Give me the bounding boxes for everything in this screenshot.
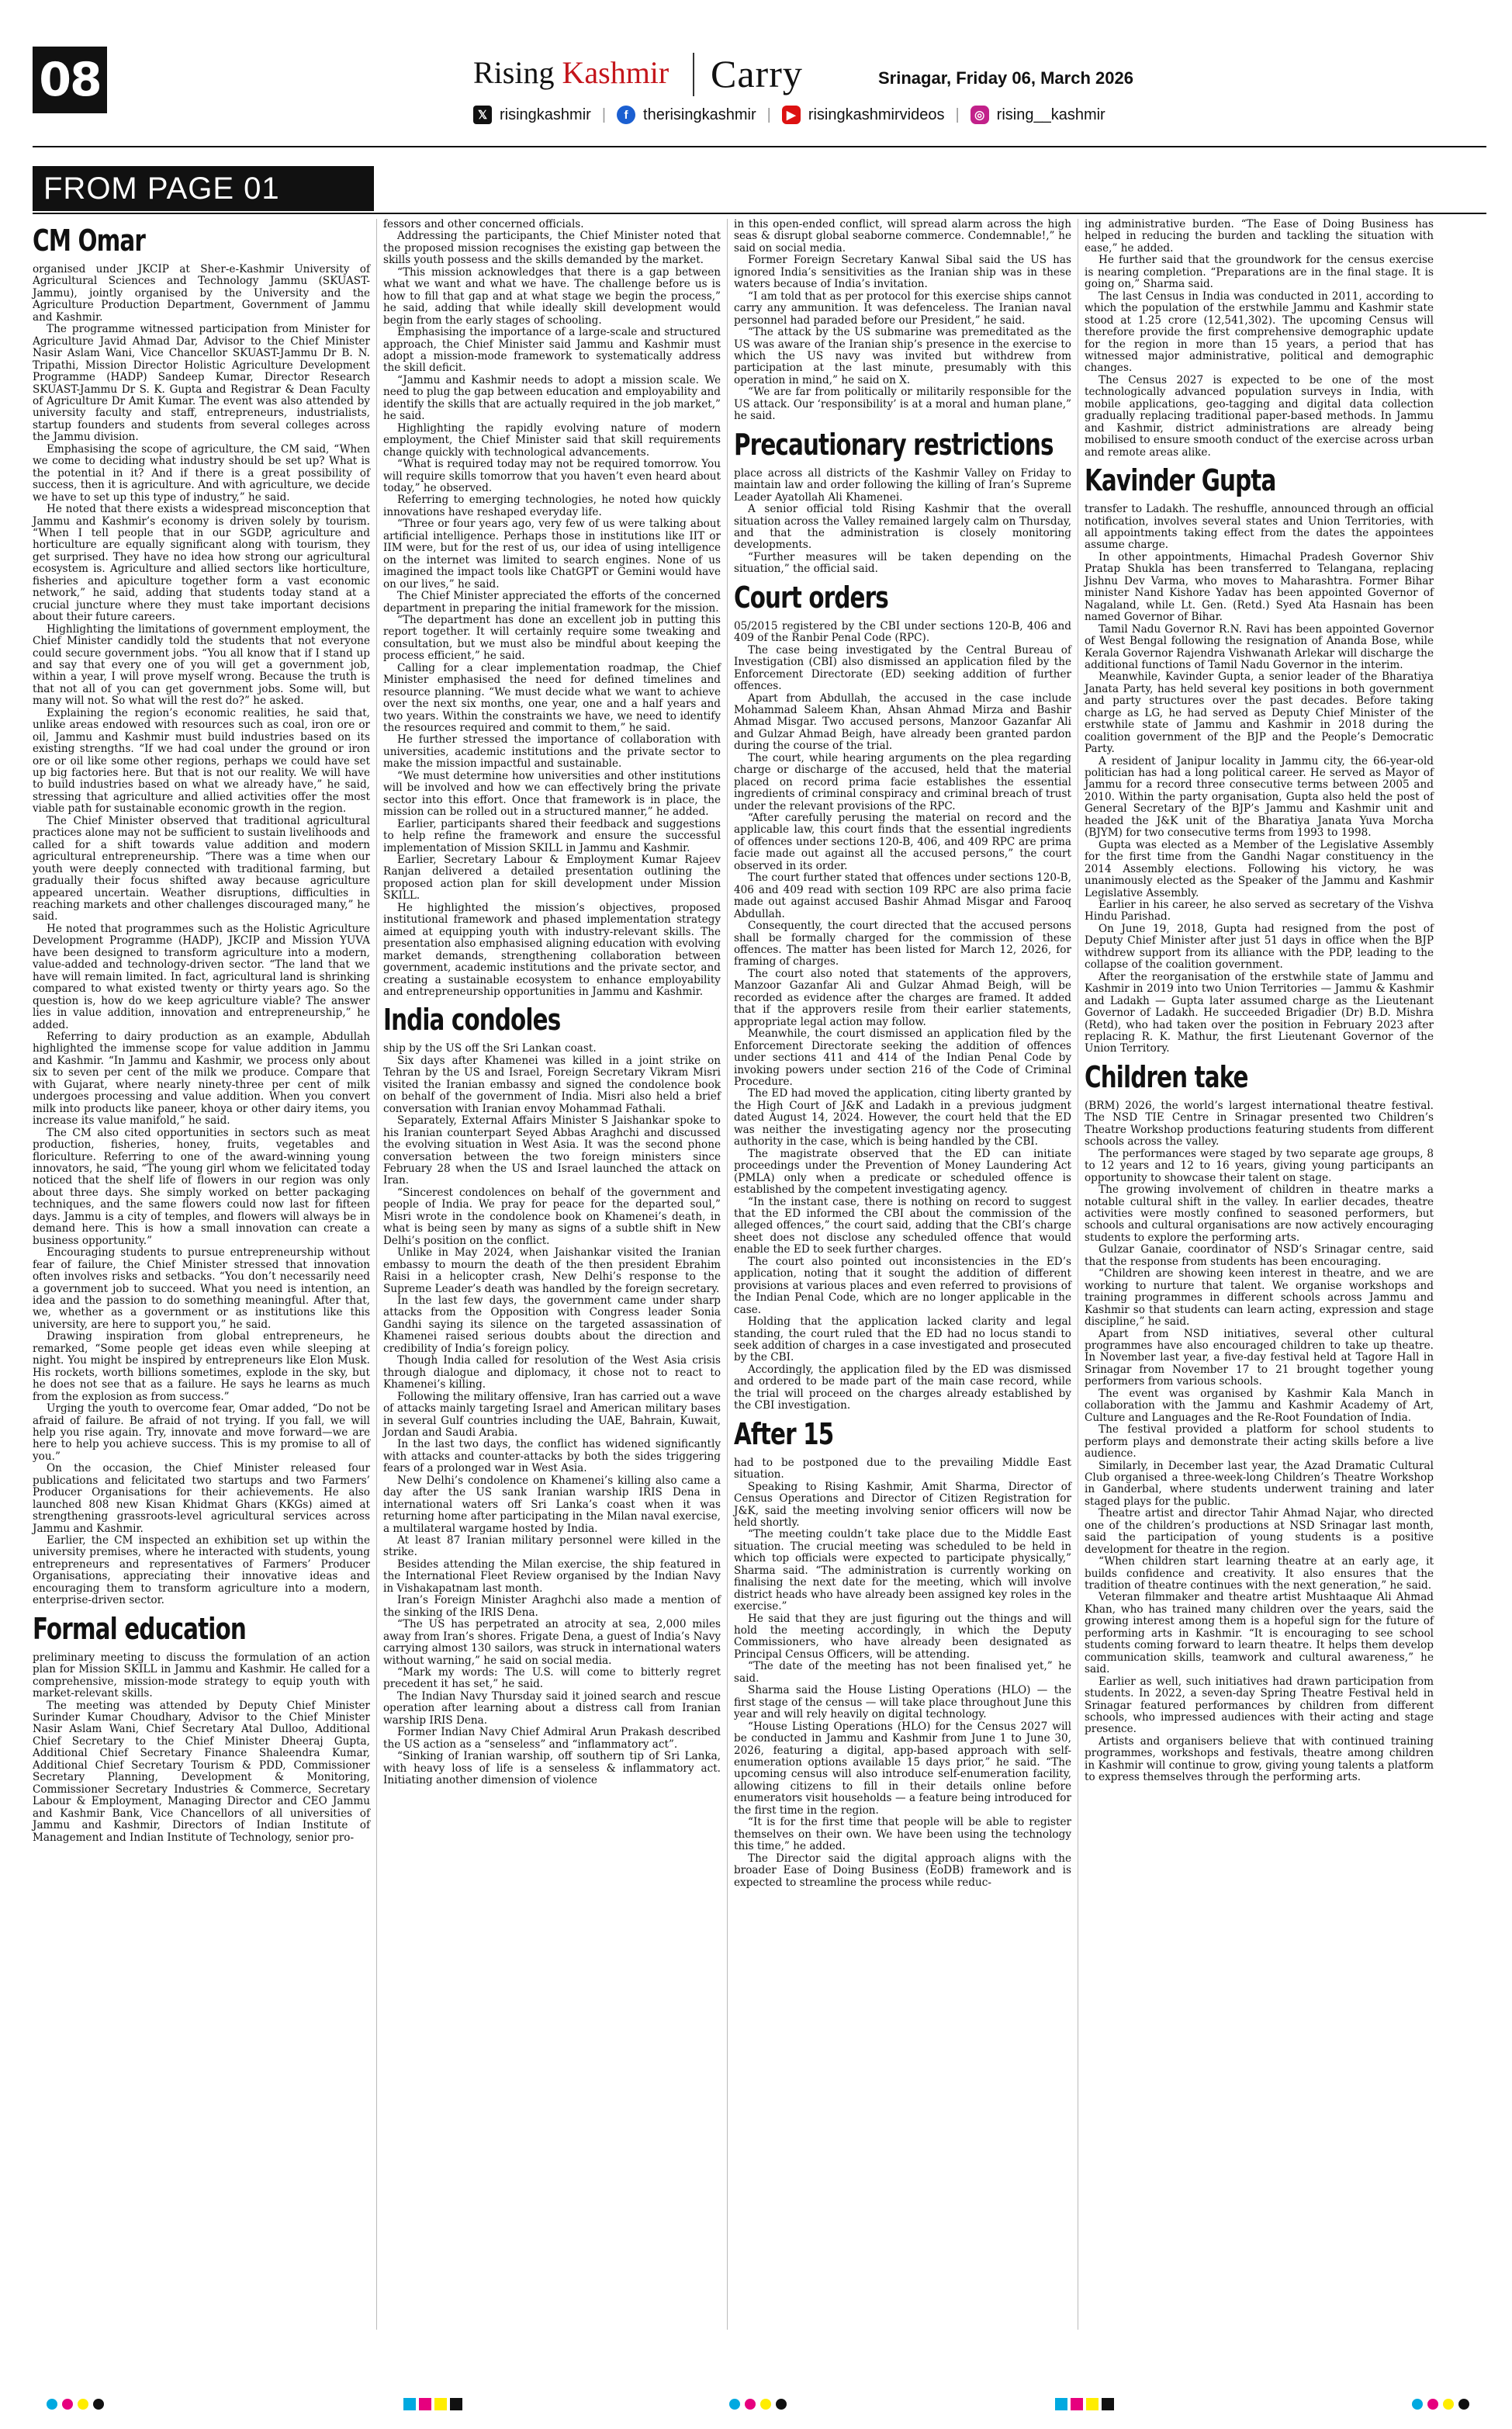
article-paragraph: “It is for the first time that people will be able to register themselves on their own. We have been using the technology this time,” he added. [734,1816,1071,1853]
registration-dot [760,2399,771,2410]
registration-dot [93,2399,104,2410]
article-paragraph: “The meeting couldn’t take place due to the Middle East situation. The crucial meeting was scheduled to be held in which top officials were expected to participate physically,” Sharma said. “The administration is currently working on finalising the next date for the meeting, which will involve district heads who have already been assigned key roles in the exercise.” [734,1528,1071,1613]
article-paragraph: Consequently, the court directed that the accused persons shall be formally charged for the commission of these offences. The matter has been listed for March 12, 2026, for framing of charges. [734,920,1071,968]
color-swatch [1055,2398,1067,2410]
article-paragraph: The last Census in India was conducted in 2011, according to which the population of the erstwhile Jammu and Kashmir state stood at 1.25 crore (12,541,302). The upcoming Census will therefore provide the first comprehensive demographic update for the region in more than 15 years, a period that has witnessed major administrative, political and demographic changes. [1085,289,1434,375]
article-paragraph: Separately, External Affairs Minister S Jaishankar spoke to his Iranian counterpart Seyed Abbas Araghchi and discussed the evolving situation in West Asia. It was the second phone conversation between the two foreign ministers since February 28 when the US and Israel launched the attack on Iran. [383,1114,721,1187]
article-headline: Kavinder Gupta [1085,463,1276,498]
article-paragraph: The growing involvement of children in theatre marks a notable cultural shift in the valley. In earlier decades, theatre activities were mostly confined to seasoned performers, but schools and cultural organisations are now actively encouraging students to explore the performing arts. [1085,1183,1434,1244]
social-handle-instagram[interactable]: rising__kashmir [996,106,1105,123]
header-rule [33,146,1486,147]
social-handles [473,106,1105,124]
registration-dot [776,2399,787,2410]
article-paragraph: The meeting was attended by Deputy Chief Minister Surinder Kumar Choudhary, Advisor to the Chief Minister Nasir Aslam Wani, Chief Secretary Atal Dulloo, Additional Chief Secretary to the Chief Minister Dheeraj Gupta, Additional Chief Secretary Finance Shaleendra Kumar, Additional Chief Secretary Tourism & PDD, Commissioner Secretary Planning, Development & Monitoring, Commissioner Secretary Industries & Commerce, Secretary Labour & Employment, Managing Director and CEO Jammu and Kashmir Bank, Vice Chancellors of all universities of Jammu and Kashmir, Directors of Indian Institute of Management and Indian Institute of Technology, senior pro- [33,1699,370,1844]
page-number: 08 [33,47,107,113]
article-paragraph: He further stressed the importance of collaboration with universities, academic institutions and the private sector to make the mission impactful and sustainable. [383,733,721,771]
article-paragraph: “We are far from politically or militarily responsible for the US attack. Our ‘responsibility’ is at a moral and human plane,” he said. [734,386,1071,423]
article-paragraph: place across all districts of the Kashmir Valley on Friday to maintain law and order following the killing of Iran’s Supreme Leader Ayatollah Ali Khamenei. [734,466,1071,504]
article-paragraph: At least 87 Iranian military personnel were killed in the strike. [383,1534,721,1559]
article-paragraph: The ED had moved the application, citing liberty granted by the High Court of J&K and Ladakh in a previous judgment dated August 14, 2024. However, the court held that the ED was neither the investigating agency nor the prosecuting authority in the case, which is being handled by the CBI. [734,1087,1071,1149]
article-paragraph: Apart from NSD initiatives, several other cultural programmes have also encouraged children to take up theatre. In November last year, a five-day festival held at Tagore Hall in Srinagar from November 17 to 21 brought together young performers from various schools. [1085,1327,1434,1388]
article-paragraph: Earlier in his career, he also served as secretary of the Vishva Hindu Parishad. [1085,899,1434,923]
article-headline: After 15 [734,1416,834,1451]
article-paragraph: “The US has perpetrated an atrocity at sea, 2,000 miles away from Iran’s shores. Frigate Dena, a guest of India’s Navy carrying almost 130 sailors, was struck in international waters without warning,” he said on social media. [383,1618,721,1667]
article-headline: Precautionary restrictions [734,427,1054,462]
article-paragraph: The case being investigated by the Central Bureau of Investigation (CBI) also dismissed an application filed by the Enforcement Directorate (ED) seeking addition of further offences. [734,643,1071,693]
article-paragraph: Gupta was elected as a Member of the Legislative Assembly for the first time from the Gandhi Nagar constituency in the 2014 Assembly elections. Following his victory, he was unanimously elected as the Speaker of the Jammu and Kashmir Legislative Assembly. [1085,838,1434,899]
color-swatch [434,2398,447,2410]
article-paragraph: ing administrative burden. “The Ease of Doing Business has helped in reducing the burden and tackling the situation with ease,” he added. [1085,218,1434,255]
article-paragraph: He noted that programmes such as the Holistic Agriculture Development Programme (HADP), JKCIP and Mission YUVA have been designed to transform agriculture into a modern, value-added and technology-driven sector. “The land that we have will remain limited. In fact, agricultural land is shrinking compared to what existed twenty or thirty years ago. So the question is, how do we keep agriculture viable? The answer lies in value addition, innovation and entrepreneurship,” he added. [33,922,370,1031]
article-paragraph: He further said that the groundwork for the census exercise is nearing completion. “Preparations are in the final stage. It is going on,” Sharma said. [1085,254,1434,291]
article-paragraph: Drawing inspiration from global entrepreneurs, he remarked, “Some people get ideas even while sleeping at night. You might be inspired by entrepreneurs like Elon Musk. His rockets, worth billions sometimes, explode in the sky, but he does not see that as a failure. He says he learns as much from the explosion as from success.” [33,1330,370,1403]
article-headline: CM Omar [33,223,146,258]
article-paragraph: “Sincerest condolences on behalf of the government and people of India. We pray for peace for the departed soul,” Misri wrote in the condolence book on Khamenei’s death, in what is being seen by many as signs of a subtle shift in New Delhi’s position on the conflict. [383,1186,721,1247]
article-paragraph: He noted that there exists a widespread misconception that Jammu and Kashmir’s economy is driven solely by tourism. “When I tell people that in our SGDP, agriculture and horticulture are equally significant along with tourism, they get surprised. They have no idea how strong our agricultural ecosystem is. Agriculture and allied sectors like horticulture, fisheries and apiculture together form a vast economic network,” he said, adding that students today stand at a crucial juncture where they must take important decisions about their future careers. [33,503,370,624]
article-paragraph: He highlighted the mission’s objectives, proposed institutional framework and phased implementation strategy aimed at equipping youth with industry-relevant skills. The presentation also emphasised aligning education with evolving market demands, strengthening collaboration between government, academic institutions and the private sector, and creating a sustainable ecosystem to enhance employability and entrepreneurship opportunities in Jammu and Kashmir. [383,901,721,998]
article-paragraph: “I am told that as per protocol for this exercise ships cannot carry any ammunition. It was defenceless. The Iranian naval personnel had paraded before our President,” he said. [734,289,1071,327]
article-paragraph: The performances were staged by two separate age groups, 8 to 12 years and 12 to 16 years, giving young participants an opportunity to showcase their talent on stage. [1085,1147,1434,1184]
header-divider [693,53,694,96]
article-paragraph: The programme witnessed participation from Minister for Agriculture Javid Ahmad Dar, Advisor to the Chief Minister Nasir Aslam Wani, Vice Chancellor SKUAST-Jammu Dr B. N. Tripathi, Mission Director Holistic Agriculture Development Programme (HADP) Sandeep Kumar, Director Research SKUAST-Jammu Dr S. K. Gupta and Registrar & Dean Faculty of Agriculture Dr Amit Kumar. The event was also attended by university faculty and staff, entrepreneurs, industrialists, startup founders and students from several colleges across the Jammu division. [33,323,370,444]
registration-dot [1427,2399,1438,2410]
article-paragraph: The court also noted that statements of the approvers, Manzoor Gazanfar Ali and Gulzar Ahmad Beigh, will be recorded as evidence after the charges are framed. It added that if the approvers resile from their earlier statements, appropriate legal action may follow. [734,967,1071,1028]
social-handle-youtube[interactable]: risingkashmirvideos [808,106,945,123]
article-headline: Formal education [33,1611,246,1646]
article-paragraph: A resident of Janipur locality in Jammu city, the 66-year-old politician has had a long political career. He served as Mayor of Jammu for a record three consecutive terms between 2005 and 2010. Within the party organisation, Gupta also held the post of General Secretary of the BJP’s Jammu and Kashmir unit and headed the J&K unit of the Bharatiya Janata Yuva Morcha (BJYM) for two consecutive terms from 1993 to 1998. [1085,754,1434,840]
x-icon: 𝕏 [473,106,492,124]
article-headline: Children take [1085,1059,1248,1094]
article-paragraph: Artists and organisers believe that with continued training programmes, workshops and festivals, theatre among children in Kashmir will continue to grow, giving young talents a platform to express themselves through the performing arts. [1085,1734,1434,1784]
article-paragraph: Six days after Khamenei was killed in a joint strike on Tehran by the US and Israel, Foreign Secretary Vikram Misri visited the Iranian embassy and signed the condolence book on behalf of the government of India. Misri also held a brief conversation with Iranian envoy Mohammad Fathali. [383,1054,721,1115]
color-swatch [450,2398,462,2410]
article-paragraph: The event was organised by Kashmir Kala Manch in collaboration with the Jammu and Kashmir Academy of Art, Culture and Languages and the Re-Root Foundation of India. [1085,1387,1434,1424]
section-banner: FROM PAGE 01 [33,166,374,211]
article-paragraph: Emphasising the importance of a large-scale and structured approach, the Chief Minister said Jammu and Kashmir must adopt a mission-mode framework to systematically address the skill deficit. [383,326,721,375]
article-paragraph: Emphasising the scope of agriculture, the CM said, “When we come to deciding what industry should be set up? What is the potential in it? And if there is a great possibility of success, then it is agriculture. And with agriculture, we decide we have to set up this type of industry,” he said. [33,442,370,504]
article-paragraph: Referring to emerging technologies, he noted how quickly innovations have reshaped everyday life. [383,494,721,518]
article-paragraph: The CM also cited opportunities in sectors such as meat production, fisheries, honey, fruits, vegetables and floriculture. Referring to one of the award-winning young innovators, he said, “The young girl whom we felicitated today noticed that the shelf life of flowers in our region was only about three days. She simply worked on better packaging techniques, and the same flowers could now last for fifteen days. Jammu is a city of temples, and flowers will always be in demand here. This is how a small innovation can create a business opportunity.” [33,1126,370,1247]
article-paragraph: Iran’s Foreign Minister Araghchi also made a mention of the sinking of the IRIS Dena. [383,1594,721,1619]
article-paragraph: Besides attending the Milan exercise, the ship featured in the International Fleet Review organised by the Indian Navy in Vishakapatnam last month. [383,1558,721,1595]
article-paragraph: in this open-ended conflict, will spread alarm across the high seas & disrupt global seaborne commerce. Condemnable!,” he said on social media. [734,218,1071,255]
registration-dot [1458,2399,1469,2410]
youtube-icon: ▶ [782,106,801,124]
article-paragraph: The Director said the digital approach aligns with the broader Ease of Doing Business (EoDB) framework and is expected to streamline the process while reduc- [734,1852,1071,1889]
article-paragraph: Highlighting the rapidly evolving nature of modern employment, the Chief Minister said that skill requirements change quickly with technological advancements. [383,421,721,459]
article-paragraph: “This mission acknowledges that there is a gap between what we want and what we have. The challenge before us is how to fill that gap and at what stage we begin the process,” he said, adding that while ideally skill development would begin from the early stages of schooling. [383,265,721,327]
article-paragraph: Veteran filmmaker and theatre artist Mushtaaque Ali Ahmad Khan, who has trained many children over the years, said the growing interest among them is a hopeful sign for the future of performing arts in Kashmir. “It is encouraging to see school students coming forward to learn theatre. It helps them develop communication skills, teamwork and cultural awareness,” he said. [1085,1591,1434,1676]
article-paragraph: transfer to Ladakh. The reshuffle, announced through an official notification, involves several states and Union Territories, with all appointments taking effect from the dates the appointees assume charge. [1085,503,1434,552]
article-paragraph: The Census 2027 is expected to be one of the most technologically advanced population surveys in India, with mobile applications, geo-tagging and digital data collection gradually replacing traditional paper-based methods. In Jammu and Kashmir, district administrations are already being mobilised to ensure smooth conduct of the exercise across urban and remote areas alike. [1085,373,1434,459]
article-paragraph: The festival provided a platform for school students to perform plays and demonstrate their acting skills before a live audience. [1085,1423,1434,1461]
article-paragraph: ship by the US off the Sri Lankan coast. [383,1042,597,1055]
article-paragraph: On June 19, 2018, Gupta had resigned from the post of Deputy Chief Minister after just 51 days in office when the BJP withdrew support from its alliance with the PDP, leading to the collapse of the coalition government. [1085,922,1434,972]
article-paragraph: In other appointments, Himachal Pradesh Governor Shiv Pratap Shukla has been transferred to Telangana, replacing Jishnu Dev Varma, who moves to Maharashtra. Former Bihar minister Nand Kishore Yadav has been appointed Governor of Nagaland, while Lt. Gen. (Retd.) Syed Ata Hasnain has been named Governor of Bihar. [1085,550,1434,624]
article-paragraph: Holding that the application lacked clarity and legal standing, the court ruled that the ED had no locus standi to seek addition of charges in a case investigated and prosecuted by the CBI. [734,1315,1071,1364]
article-paragraph: Unlike in May 2024, when Jaishankar visited the Iranian embassy to mourn the death of the then president Ebrahim Raisi in a helicopter crash, New Delhi’s response to the Supreme Leader’s death was handled by the foreign secretary. [383,1246,721,1295]
article-paragraph: Calling for a clear implementation roadmap, the Chief Minister emphasised the need for defined timelines and resource planning. “We must decide what we want to achieve over the next six months, one year, one and a half years and two years. Within the constraints we have, we need to identify the resources required and commit to them,” he said. [383,661,721,735]
print-registration-marks [0,2394,1512,2417]
article-paragraph: (BRM) 2026, the world’s largest international theatre festival. The NSD TIE Centre in Srinagar presented two Children’s Theatre Workshop productions featuring students from different schools across the valley. [1085,1099,1434,1149]
article-paragraph: Accordingly, the application filed by the ED was dismissed and ordered to be made part of the main case record, while the trial will proceed on the charges already established by the CBI investigation. [734,1363,1071,1412]
article-paragraph: The Chief Minister appreciated the efforts of the concerned department in preparing the initial framework for the mission. [383,590,721,615]
social-separator: | [601,106,607,123]
color-swatch [1086,2398,1099,2410]
banner-rule [33,213,1486,214]
brand-kashmir: Kashmir [562,55,670,90]
article-column-1 [33,219,370,1844]
article-paragraph: fessors and other concerned officials. [383,218,584,230]
article-paragraph: The court also pointed out inconsistencies in the ED’s application, noting that it sought the addition of different provisions at various places and even referred to provisions of the Indian Penal Code, which are no longer applicable in the case. [734,1255,1071,1316]
dateline: Srinagar, Friday 06, March 2026 [878,68,1133,88]
section-title: Carry [711,52,803,95]
article-paragraph: “We must determine how universities and other institutions will be involved and how we can effectively bring the private sector into this effort. Once that framework is in place, the mission can be rolled out in a structured manner,” he added. [383,769,721,819]
article-paragraph: “The date of the meeting has not been finalised yet,” he said. [734,1660,1071,1685]
article-paragraph: 05/2015 registered by the CBI under sections 120-B, 406 and 409 of the Ranbir Penal Code (RPC). [734,619,1071,645]
column-rule [376,219,377,2330]
social-separator: | [955,106,960,123]
facebook-icon: f [617,106,635,124]
color-swatch [1071,2398,1083,2410]
registration-dot [1443,2399,1454,2410]
social-handle-x[interactable]: risingkashmir [500,106,591,123]
article-paragraph: “House Listing Operations (HLO) for the Census 2027 will be conducted in Jammu and Kashmir from June 1 to June 30, 2026, featuring a digital, app-based approach with self-enumeration options available 15 days prior,” he said. “The upcoming census will also introduce self-enumeration facility, allowing citizens to fill in their details online before enumerators visit households — a feature being introduced for the first time in the region. [734,1720,1071,1817]
article-paragraph: The court, while hearing arguments on the plea regarding charge or discharge of the accused, held that the material placed on record prima facie establishes the essential ingredients of criminal conspiracy and criminal breach of trust under the relevant provisions of the RPC. [734,751,1071,813]
article-column-4 [1085,219,1434,1784]
color-swatch [403,2398,416,2410]
article-paragraph: “After carefully perusing the material on record and the applicable law, this court finds that the essential ingredients of offences under sections 120-B, 406, and 409 RPC are prima facie made out against all the accused persons,” the court observed in its order. [734,812,1071,872]
article-paragraph: Earlier as well, such initiatives had drawn participation from students. In 2022, a seven-day Spring Theatre Festival held in Srinagar featured performances by children from different schools, who impressed audiences with their acting and stage presence. [1085,1675,1434,1736]
article-paragraph: Former Foreign Secretary Kanwal Sibal said the US has ignored India’s sensitivities as the Iranian ship was in these waters because of India’s invitation. [734,254,1071,291]
article-paragraph: “Children are showing keen interest in theatre, and we are working to nurture that talent. We organise workshops and training programmes in different schools across Jammu and Kashmir so that students can learn acting, expression and stage discipline,” he said. [1085,1267,1434,1329]
article-paragraph: Gulzar Ganaie, coordinator of NSD’s Srinagar centre, said that the response from students has been encouraging. [1085,1243,1434,1268]
article-column-2 [383,219,721,1787]
article-paragraph: Apart from Abdullah, the accused in the case include Mohammad Saleem Khan, Ahsan Ahmad Mirza and Bashir Ahmad Misgar. Two accused persons, Manzoor Gazanfar Ali and Gulzar Ahmad Beigh, have already been granted pardon during the course of the trial. [734,691,1071,753]
article-paragraph: “When children start learning theatre at an early age, it builds confidence and creativity. It also ensures that the tradition of theatre continues with the next generation,” he said. [1085,1555,1434,1592]
article-paragraph: had to be postponed due to the prevailing Middle East situation. [734,1456,1071,1481]
article-paragraph: Meanwhile, Kavinder Gupta, a senior leader of the Bharatiya Janata Party, has held several key positions in both government and party structures over the past decades. Before taking charge as LG, he had served as Deputy Chief Minister of the erstwhile state of Jammu and Kashmir in 2018 during the coalition government of the BJP and the People’s Democratic Party. [1085,670,1434,756]
color-swatch [1102,2398,1114,2410]
article-paragraph: organised under JKCIP at Sher-e-Kashmir University of Agricultural Sciences and Technology Jammu (SKUAST-Jammu), jointly organised by the University and the Agriculture Production Department, Government of Jammu and Kashmir. [33,263,370,324]
article-paragraph: In the last few days, the government came under sharp attacks from the Opposition with Congress leader Sonia Gandhi saying its silence on the targeted assassination of Khamenei raised serious doubts about the direction and credibility of India’s foreign policy. [383,1294,721,1355]
article-paragraph: In the last two days, the conflict has widened significantly with attacks and counter-attacks by both the sides triggering fears of a prolonged war in West Asia. [383,1438,721,1475]
article-paragraph: Addressing the participants, the Chief Minister noted that the proposed mission recognises the existing gap between the skills youth possess and the skills demanded by the market. [383,230,721,267]
article-paragraph: He said that they are just figuring out the things and will hold the meeting accordingly, in which the Deputy Commissioners, who have already been designated as Principal Census Officers, will be attending. [734,1612,1071,1661]
article-paragraph: A senior official told Rising Kashmir that the overall situation across the Valley remained largely calm on Thursday, and that the administration is closely monitoring developments. [734,503,1071,552]
article-paragraph: Tamil Nadu Governor R.N. Ravi has been appointed Governor of West Bengal following the resignation of Ananda Bose, while Kerala Governor Rajendra Vishwanath Arlekar will discharge the additional functions of Tamil Nadu Governor in the interim. [1085,622,1434,671]
article-paragraph: “In the instant case, there is nothing on record to suggest that the ED informed the CBI about the commission of the alleged offences,” the court said, adding that the CBI’s charge sheet does not disclose any scheduled offence that would enable the ED to seek further charges. [734,1195,1071,1256]
article-paragraph: New Delhi’s condolence on Khamenei’s killing also came a day after the US sank Iranian warship IRIS Dena in international waters off Sri Lanka’s coast when it was returning home after participating in the Milan naval exercise, a multilateral wargame hosted by India. [383,1474,721,1535]
column-rule [727,219,728,2330]
article-paragraph: “The department has done an excellent job in putting this report together. It will certainly require some tweaking and consultation, but we must also be mindful about keeping the process efficient,” he said. [383,613,721,663]
article-paragraph: Earlier, participants shared their feedback and suggestions to help refine the framework and ensure the successful implementation of Mission SKILL in Jammu and Kashmir. [383,817,721,854]
article-paragraph: “Sinking of Iranian warship, off southern tip of Sri Lanka, with heavy loss of life is a senseless & inflammatory act. Initiating another dimension of violence [383,1750,721,1787]
article-paragraph: Sharma said the House Listing Operations (HLO) — the first stage of the census — will take place throughout June this year and will rely heavily on digital technology. [734,1684,1071,1721]
article-paragraph: preliminary meeting to discuss the formulation of an action plan for Mission SKILL in Jammu and Kashmir. He called for a comprehensive, mission-mode strategy to equip youth with market-relevant skills. [33,1651,370,1700]
article-paragraph: Following the military offensive, Iran has carried out a wave of attacks mainly targeting Israel and American military bases in several Gulf countries including the UAE, Bahrain, Kuwait, Jordan and Saudi Arabia. [383,1390,721,1439]
article-paragraph: The court further stated that offences under sections 120-B, 406 and 409 read with section 109 RPC are also prima facie made out against accused Bashir Ahmad Misgar and Farooq Abdullah. [734,871,1071,920]
brand-rising: Rising [473,55,555,90]
registration-dot [78,2399,88,2410]
article-paragraph: On the occasion, the Chief Minister released four publications and felicitated two startups and two Farmers’ Producer Organisations for their achievements. He also launched 808 new Kisan Khidmat Ghars (KKGs) aimed at strengthening grassroots-level agricultural services across Jammu and Kashmir. [33,1462,370,1535]
social-separator: | [766,106,771,123]
instagram-icon: ◎ [971,106,989,124]
article-paragraph: The magistrate observed that the ED can initiate proceedings under the Prevention of Money Laundering Act (PMLA) only when a predicate or scheduled offence is established by the competent investigating agency. [734,1147,1071,1197]
article-paragraph: Meanwhile, the court dismissed an application filed by the Enforcement Directorate seeking the addition of offences under sections 411 and 414 of the Indian Penal Code by invoking powers under section 216 of the Code of Criminal Procedure. [734,1027,1071,1088]
article-paragraph: Former Indian Navy Chief Admiral Arun Prakash described the US action as a “senseless” and “inflammatory act”. [383,1726,721,1751]
article-paragraph: “What is required today may not be required tomorrow. You will require skills tomorrow that you haven’t even heard about today,” he observed. [383,458,721,494]
registration-dot [1412,2399,1423,2410]
article-paragraph: Referring to dairy production as an example, Abdullah highlighted the immense scope for value addition in Jammu and Kashmir. “In Jammu and Kashmir, we process only about six to seven per cent of the milk we produce. Compare that with Gujarat, where nearly ninety-three per cent of milk undergoes processing and value addition. When you convert milk into products like paneer, khoya or other dairy items, you increase its value manifold,” he said. [33,1031,370,1128]
article-paragraph: Highlighting the limitations of government employment, the Chief Minister candidly told the students that not everyone could secure government jobs. “You all know that if I stand up and say that every one of you will get a government job, within a year, I will prove myself wrong. Because the truth is that not all of you can get government jobs. Some will, but many will not. So what will the rest do?” he asked. [33,622,370,708]
registration-dot [745,2399,756,2410]
article-paragraph: “Jammu and Kashmir needs to adopt a mission scale. We need to plug the gap between education and employability and identify the skills that are actually required in the job market,” he said. [383,373,721,423]
article-column-3 [734,219,1071,1889]
article-paragraph: “Mark my words: The U.S. will come to bitterly regret precedent it has set,” he said. [383,1666,721,1691]
article-paragraph: Speaking to Rising Kashmir, Amit Sharma, Director of Census Operations and Director of Citizen Registration for J&K, said the meeting involving senior officers will now be held shortly. [734,1480,1071,1529]
article-paragraph: Urging the youth to overcome fear, Omar added, “Do not be afraid of failure. Be afraid of not trying. If you fall, we will help you rise again. Try, innovate and move forward—we are here to help you achieve success. This is my promise to all of you.” [33,1402,370,1463]
social-handle-facebook[interactable]: therisingkashmir [643,106,756,123]
article-paragraph: The Chief Minister observed that traditional agricultural practices alone may not be sufficient to sustain livelihoods and called for a shift towards value addition and modern agricultural entrepreneurship. “There was a time when our youth were deeply connected with traditional farming, but gradually their focus shifted away because agriculture appeared uncertain. Weather disruptions, difficulties in reaching markets and other challenges discouraged many,” he said. [33,814,370,923]
article-paragraph: Though India called for resolution of the West Asia crisis through dialogue and diplomacy, it chose not to react to Khamenei’s killing. [383,1354,721,1391]
registration-dot [47,2399,57,2410]
article-paragraph: The Indian Navy Thursday said it joined search and rescue operation after learning about a distress call from Iranian warship IRIS Dena. [383,1689,721,1727]
registration-dot [729,2399,740,2410]
color-swatch [419,2398,431,2410]
registration-dot [62,2399,73,2410]
article-paragraph: “Further measures will be taken depending on the situation,” the official said. [734,550,1071,576]
article-paragraph: “Three or four years ago, very few of us were talking about artificial intelligence. Perhaps those in institutions like IIT or IIM were, but for the rest of us, our idea of using intelligence on the internet was limited to search engines. None of us imagined the impact tools like ChatGPT or Gemini would have on our lives,” he said. [383,518,721,591]
article-paragraph: Earlier, the CM inspected an exhibition set up within the university premises, where he interacted with students, young entrepreneurs and representatives of Farmers’ Producer Organisations, appreciating their innovative ideas and encouraging them to transform agriculture into a modern, enterprise-driven sector. [33,1534,370,1607]
article-paragraph: Explaining the region’s economic realities, he said that, unlike areas endowed with resources such as coal, iron ore or oil, Jammu and Kashmir must build industries based on its existing strengths. “If we had coal under the ground or iron ore or oil like some other regions, perhaps we could have set up big factories here. But that is not our reality. We will have to build industries based on what we already have,” he said, stressing that agriculture and allied activities offer the most viable path for sustainable economic growth in the region. [33,706,370,816]
article-paragraph: Encouraging students to pursue entrepreneurship without fear of failure, the Chief Minister stressed that innovation often involves risks and setbacks. “You don’t necessarily need a government job to succeed. What you need is intention, an idea and the passion to do something meaningful. After that, we, whether as a government or as institutions like this university, are here to support you,” he said. [33,1246,370,1331]
article-headline: Court orders [734,580,888,615]
article-headline: India condoles [383,1003,561,1038]
article-paragraph: “The attack by the US submarine was premeditated as the US was aware of the Iranian ship’s presence in the exercise to which the US navy was invited but withdrew from participation at the last minute, presumably with this operation in mind,” he said on X. [734,326,1071,386]
article-paragraph: Similarly, in December last year, the Azad Dramatic Cultural Club organised a three-week-long Children’s Theatre Workshop in Ganderbal, where students underwent training and later staged plays for the public. [1085,1459,1434,1508]
article-paragraph: Earlier, Secretary Labour & Employment Kumar Rajeev Ranjan delivered a detailed presentation outlining the proposed action plan for skill development under Mission SKILL. [383,854,721,903]
article-paragraph: After the reorganisation of the erstwhile state of Jammu and Kashmir in 2019 into two Union Territories — Jammu & Kashmir and Ladakh — Gupta later assumed charge as the Lieutenant Governor of Ladakh. He succeeded Brigadier (Dr) B.D. Mishra (Retd), who had taken over the position in February 2023 after replacing R. K. Mathur, the first Lieutenant Governor of the Union Territory. [1085,970,1434,1055]
masthead-logo [473,54,669,91]
article-paragraph: Theatre artist and director Tahir Ahmad Najar, who directed one of the children’s productions at NSD Srinagar last month, said the participation of young students is a positive development for theatre in the region. [1085,1507,1434,1556]
